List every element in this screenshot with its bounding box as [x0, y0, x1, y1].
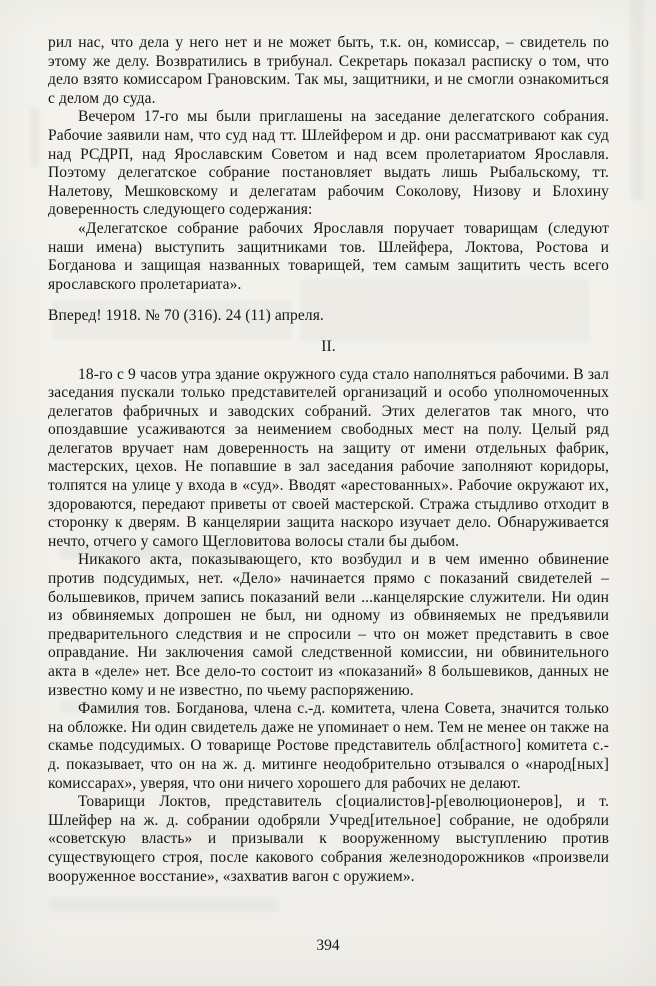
source-citation: Вперед! 1918. № 70 (316). 24 (11) апреля. [48, 307, 324, 325]
section-heading: II. [321, 337, 336, 355]
text-block [48, 34, 609, 886]
paragraph-quote: «Делегатское собрание рабочих Ярославля поручает товарищам (следуют наши имена) выступить защитниками тов. Шлейфера, Локтова, Ростова и Богданова и защищая названных товарищей, тем самым защитить честь всего ярославского пролетариата». [48, 219, 609, 293]
bleed-through-smudge [630, 0, 644, 200]
paragraph-continuation: рил нас, что дела у него нет и не может быть, т.к. он, комиссар, – свидетель по этому же делу. Возвратились в трибунал. Секретарь показал расписку о том, что дело взято комиссаром Грановским. Так мы, защитники, и не смогли ознакомиться с делом до суда. [48, 34, 609, 107]
paragraph: Фамилия тов. Богданова, члена с.-д. комитета, члена Совета, значится только на обложке. Ни один свидетель даже не упоминает о нем. Тем не менее он также на скамье подсудимых. О товарище Ростове представитель обл[астного] комитета с.-д. показывает, что он на ж. д. митинге неодобрительно отзывался о «народ[ных] комиссарах», уверяя, что они ничего хорошего для рабочих не делают. [48, 700, 609, 792]
paragraph: Никакого акта, показывающего, кто возбудил и в чем именно обвинение против подсудимых, нет. «Дело» начинается прямо с показаний свидетелей – большевиков, причем запись показаний вели ...канцелярские служители. Ни один из обвиняемых допрошен не был, ни одному из обвиняемых не предъявили предварительного следствия и не спросили – что он может представить в свое оправдание. Ни заключения самой следственной комиссии, ни обвинительного акта в «деле» нет. Все дело-то состоит из «показаний» 8 большевиков, данных не известно кому и не известно, по чьему распоряжению. [48, 551, 609, 699]
paragraph: Товарищи Локтов, представитель с[оциалистов]-р[еволюционеров], и т. Шлейфер на ж. д. собрании одобряли Учред[ительное] собрание, не одобряли «советскую власть» и призывали к вооруженному выступлению против существующего строя, после какового собрания железнодорожников «произвели вооруженное восстание», «захватив вагон с оружием». [48, 793, 609, 885]
paragraph: Вечером 17-го мы были приглашены на заседание делегатского собрания. Рабочие заявили нам, что суд над тт. Шлейфером и др. они рассматривают как суд над РСДРП, над Ярославским Советом и над всем пролетариатом Ярославля. Поэтому делегатское собрание постановляет выдать лишь Рыбальскому, тт. Налетову, Мешковскому и делегатам рабочим Соколову, Низову и Блохину доверенность следующего содержания: [48, 108, 609, 219]
page-number: 394 [316, 937, 340, 954]
bleed-through-smudge [30, 108, 40, 168]
bleed-through-smudge [48, 898, 278, 912]
paragraph: 18-го с 9 часов утра здание окружного суда стало наполняться рабочими. В зал заседания пускали только представителей организаций и особо уполномоченных делегатов фабричных и заводских собраний. Этих делегатов так много, что опоздавшие усаживаются за неимением свободных мест на полу. Целый ряд делегатов вручает нам доверенность на защиту от имени отдельных фабрик, мастерских, цехов. Не попавшие в зал заседания рабочие заполняют коридоры, толпятся на улице у входа в «суд». Вводят «арестованных». Рабочие окружают их, здороваются, передают приветы от своей мастерской. Стража стыдливо отходит в сторонку к дверям. В канцелярии защита наскоро изучает дело. Обнаруживается нечто, отчего у самого Щегловитова волосы стали бы дыбом. [48, 365, 609, 550]
